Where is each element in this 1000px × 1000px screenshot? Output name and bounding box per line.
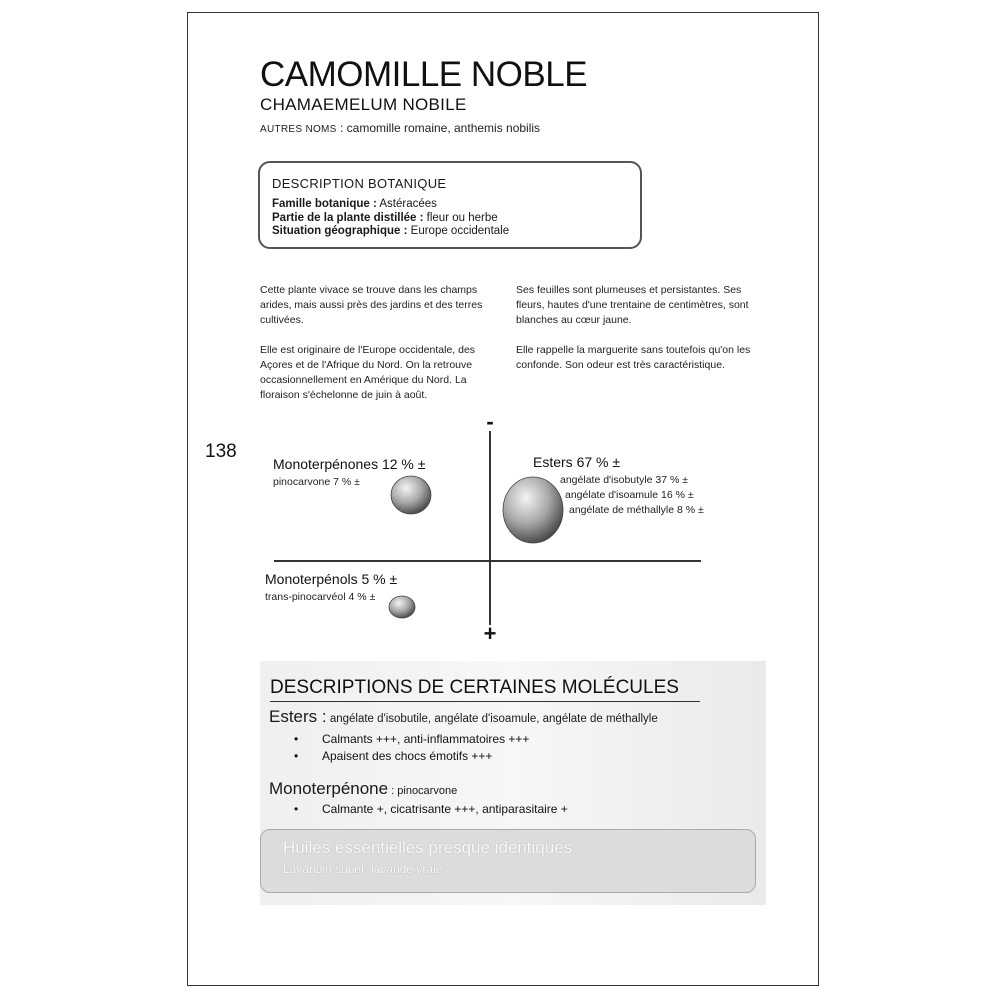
monoterpenones-label: Monoterpénones 12 % ± — [273, 456, 426, 472]
esters-bullet-1: • Calmants +++, anti-inflammatoires +++ — [294, 732, 530, 746]
other-names-value: : camomille romaine, anthemis nobilis — [336, 121, 541, 135]
monoterpenone-name: Monoterpénone — [269, 779, 389, 798]
paragraph-left-1: Cette plante vivace se trouve dans les champs arides, mais aussi près des jardins et des terres cultivées. — [260, 284, 483, 326]
page-number: 138 — [205, 441, 237, 462]
ester-item-1: angélate d'isobutyle 37 % ± — [560, 474, 689, 486]
paragraph-left-2: Elle est originaire de l'Europe occidentale, des Açores et de l'Afrique du Nord. On la retrouve occasionnellement en Amérique du Nord. La floraison s'échelonne de juin à août. — [260, 344, 476, 401]
ester-item-3: angélate de méthallyle 8 % ± — [569, 504, 704, 516]
family-value: Astéracées — [376, 198, 437, 210]
paragraph-right-2: Elle rappelle la marguerite sans toutefois qu'on les confonde. Son odeur est très caractéristique. — [516, 344, 751, 371]
botanical-row-location — [272, 225, 509, 239]
similar-oils-heading: Huiles essentielles presque identiques — [283, 838, 573, 857]
monoterpenone-bullet-1: • Calmante +, cicatrisante +++, antiparasitaire + — [294, 802, 568, 816]
pinocarvone-label: pinocarvone 7 % ± — [273, 476, 360, 488]
molecules-heading: DESCRIPTIONS DE CERTAINES MOLÉCULES — [270, 677, 679, 698]
esters-bullet-2: • Apaisent des chocs émotifs +++ — [294, 749, 493, 763]
monoterpenone-line — [269, 779, 457, 799]
page-title: CAMOMILLE NOBLE — [260, 55, 588, 94]
monoterpenone-list: : pinocarvone — [388, 785, 458, 797]
trans-pinocarveol-label: trans-pinocarvéol 4 % ± — [265, 591, 376, 603]
axis-plus-label: + — [483, 621, 497, 643]
esters-label: Esters 67 % ± — [533, 454, 621, 470]
esters-name: Esters : — [269, 707, 327, 726]
part-label: Partie de la plante distillée : — [272, 211, 424, 224]
ester-item-2: angélate d'isoamule 16 % ± — [565, 489, 694, 501]
esters-line — [269, 707, 658, 727]
other-names — [260, 121, 540, 135]
monoterpenols-bubble — [389, 596, 415, 618]
esters-list: angélate d'isobutile, angélate d'isoamule, angélate de méthallyle — [326, 713, 658, 725]
latin-name: CHAMAEMELUM NOBILE — [260, 95, 467, 114]
botanical-row-part — [272, 212, 509, 226]
molecule-quadrant-diagram — [188, 413, 818, 643]
part-value: fleur ou herbe — [423, 211, 498, 224]
molecules-heading-rule — [270, 701, 700, 702]
similar-oils-box — [260, 829, 756, 893]
location-label: Situation géographique : — [272, 225, 408, 237]
botanical-row-family — [272, 198, 509, 212]
similar-oils-value: Lavandin super, lavande vraie — [283, 862, 443, 876]
other-names-label: AUTRES NOMS — [260, 124, 337, 135]
monoterpenones-bubble — [391, 476, 431, 514]
axis-minus-label: - — [486, 413, 494, 434]
family-label: Famille botanique : — [272, 198, 377, 210]
esters-bubble — [503, 477, 563, 543]
paragraph-right-1: Ses feuilles sont plumeuses et persistantes. Ses fleurs, hautes d'une trentaine de centimètres, sont blanches au cœur jaune. — [516, 284, 749, 326]
location-value: Europe occidentale — [407, 225, 510, 237]
monoterpenols-label: Monoterpénols 5 % ± — [265, 571, 398, 587]
botanical-description-box — [258, 161, 642, 249]
document-page — [187, 12, 819, 986]
botanical-heading: DESCRIPTION BOTANIQUE — [272, 176, 447, 191]
